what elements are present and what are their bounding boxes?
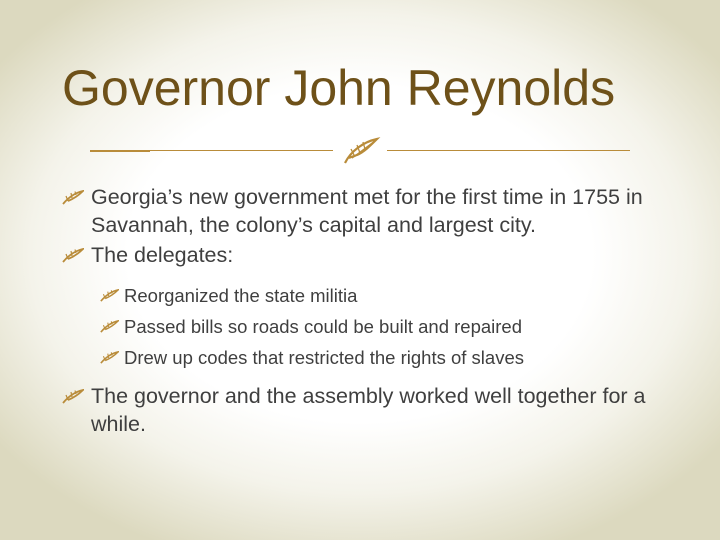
bullet-text: The governor and the assembly worked well together for a while. xyxy=(91,384,646,436)
sub-bullet-text: Passed bills so roads could be built and repaired xyxy=(124,316,522,337)
sub-bullet-text: Reorganized the state militia xyxy=(124,285,358,306)
bullet-text: Georgia’s new government met for the first time in 1755 in Savannah, the colony’s capital and largest city. xyxy=(91,185,643,237)
divider-line-right xyxy=(387,150,630,151)
slide-body xyxy=(60,180,680,438)
quill-icon xyxy=(100,289,119,302)
bullet-item xyxy=(60,241,680,269)
sub-bullet-item xyxy=(60,311,680,342)
quill-divider-icon xyxy=(339,137,381,165)
quill-icon xyxy=(100,351,119,364)
sub-bullet-item xyxy=(60,280,680,311)
slide-title: Governor John Reynolds xyxy=(62,60,616,116)
quill-icon xyxy=(62,389,84,404)
bullet-item xyxy=(60,183,680,239)
sub-bullet-list xyxy=(60,280,680,373)
bullet-text: The delegates: xyxy=(91,243,234,267)
quill-icon xyxy=(62,248,84,263)
divider-line-left-accent xyxy=(90,151,150,152)
quill-icon xyxy=(62,190,84,205)
title-divider xyxy=(90,136,630,166)
sub-bullet-text: Drew up codes that restricted the rights of slaves xyxy=(124,347,524,368)
sub-bullet-item xyxy=(60,342,680,373)
quill-icon xyxy=(100,320,119,333)
bullet-item xyxy=(60,382,680,438)
